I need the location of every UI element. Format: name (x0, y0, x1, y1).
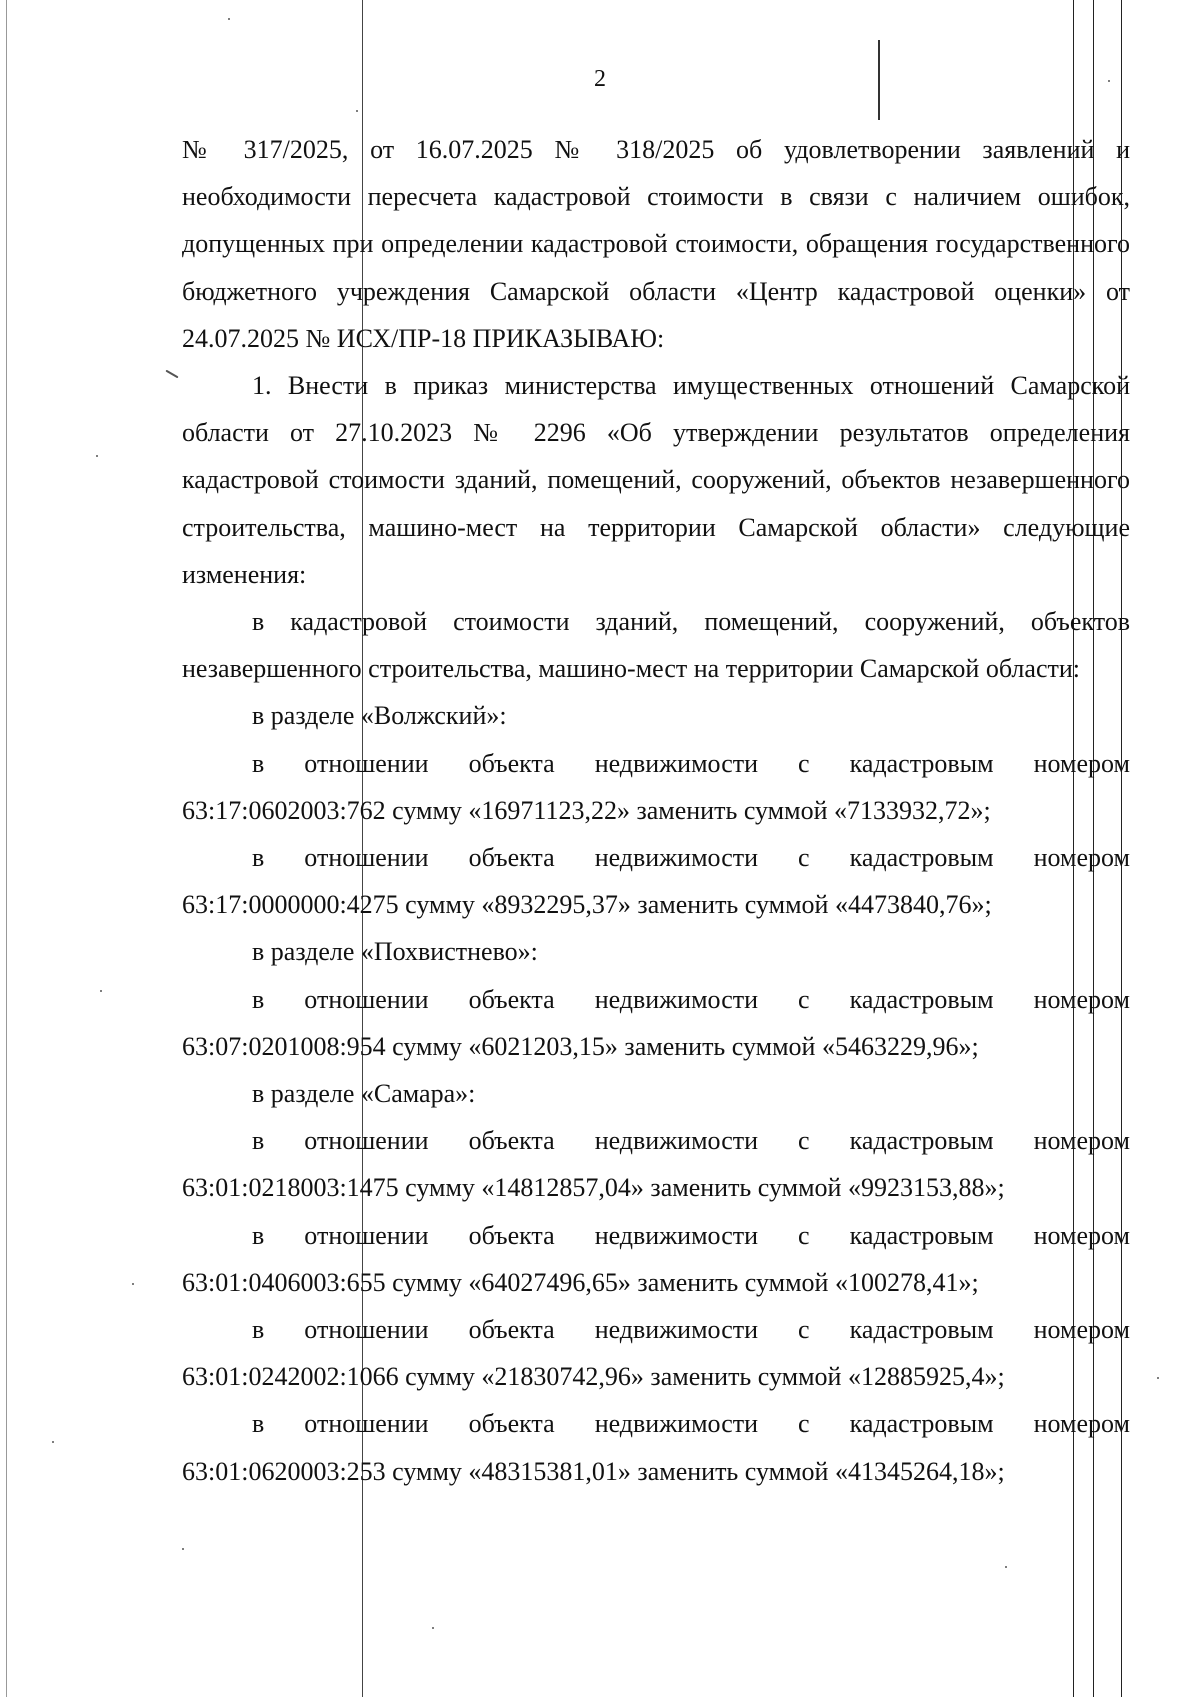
amendment-scope: в кадастровой стоимости зданий, помещений, сооружений, объектов незавершенного строительства, машино-мест на территории Самарской области: (182, 607, 1130, 684)
amendment-entry: в отношении объекта недвижимости с кадастровым номером 63:07:0201008:954 сумму «6021203,15» заменить суммой «5463229,96»; (182, 984, 1130, 1061)
amendment-entry: в отношении объекта недвижимости с кадастровым номером 63:17:0602003:762 сумму «16971123,22» заменить суммой «7133932,72»; (182, 748, 1130, 825)
scan-artifact-line (6, 0, 7, 1697)
page-number: 2 (594, 66, 606, 92)
amendment-entry: в отношении объекта недвижимости с кадастровым номером 63:01:0218003:1475 сумму «14812857,04» заменить суммой «9923153,88»; (182, 1126, 1130, 1203)
amendment-entry: в отношении объекта недвижимости с кадастровым номером 63:01:0620003:253 сумму «48315381,01» заменить суммой «41345264,18»; (182, 1409, 1130, 1486)
scan-speck (132, 1283, 134, 1285)
section-heading-samara: в разделе «Самара»: (252, 1079, 476, 1109)
amendment-entry: в отношении объекта недвижимости с кадастровым номером 63:17:0000000:4275 сумму «8932295,37» заменить суммой «4473840,76»; (182, 843, 1130, 920)
scan-speck (1157, 1377, 1159, 1379)
scan-speck (100, 990, 102, 992)
scan-speck (96, 455, 98, 457)
section-heading-volzhsky: в разделе «Волжский»: (252, 701, 507, 731)
scan-speck (165, 370, 178, 379)
document-body (182, 126, 1130, 1495)
scan-speck (52, 1441, 54, 1443)
scan-speck (356, 110, 358, 112)
intro-paragraph: № 317/2025, от 16.07.2025 № 318/2025 об удовлетворении заявлений и необходимости пересчета кадастровой стоимости в связи с наличием ошибок, допущенных при определении кадастровой стоимости, обращения государственного бюджетного учреждения Самарской области «Центр кадастровой оценки» от 24.07.2025 № ИСХ/ПР-18 ПРИКАЗЫВАЮ: (182, 135, 1130, 353)
section-heading-pokhvistnevo: в разделе «Похвистнево»: (252, 937, 538, 967)
scan-speck (182, 1548, 184, 1550)
scan-speck (432, 1627, 434, 1629)
amendment-entry: в отношении объекта недвижимости с кадастровым номером 63:01:0242002:1066 сумму «21830742,96» заменить суммой «12885925,4»; (182, 1315, 1130, 1392)
scan-speck (228, 18, 230, 20)
scan-speck (1005, 1566, 1007, 1568)
order-item-1: 1. Внести в приказ министерства имущественных отношений Самарской области от 27.10.2023 № 2296 «Об утверждении результатов определения кадастровой стоимости зданий, помещений, сооружений, объектов незавершенного строительства, машино-мест на территории Самарской области» следующие изменения: (182, 371, 1130, 589)
amendment-entry: в отношении объекта недвижимости с кадастровым номером 63:01:0406003:655 сумму «64027496,65» заменить суммой «100278,41»; (182, 1220, 1130, 1297)
